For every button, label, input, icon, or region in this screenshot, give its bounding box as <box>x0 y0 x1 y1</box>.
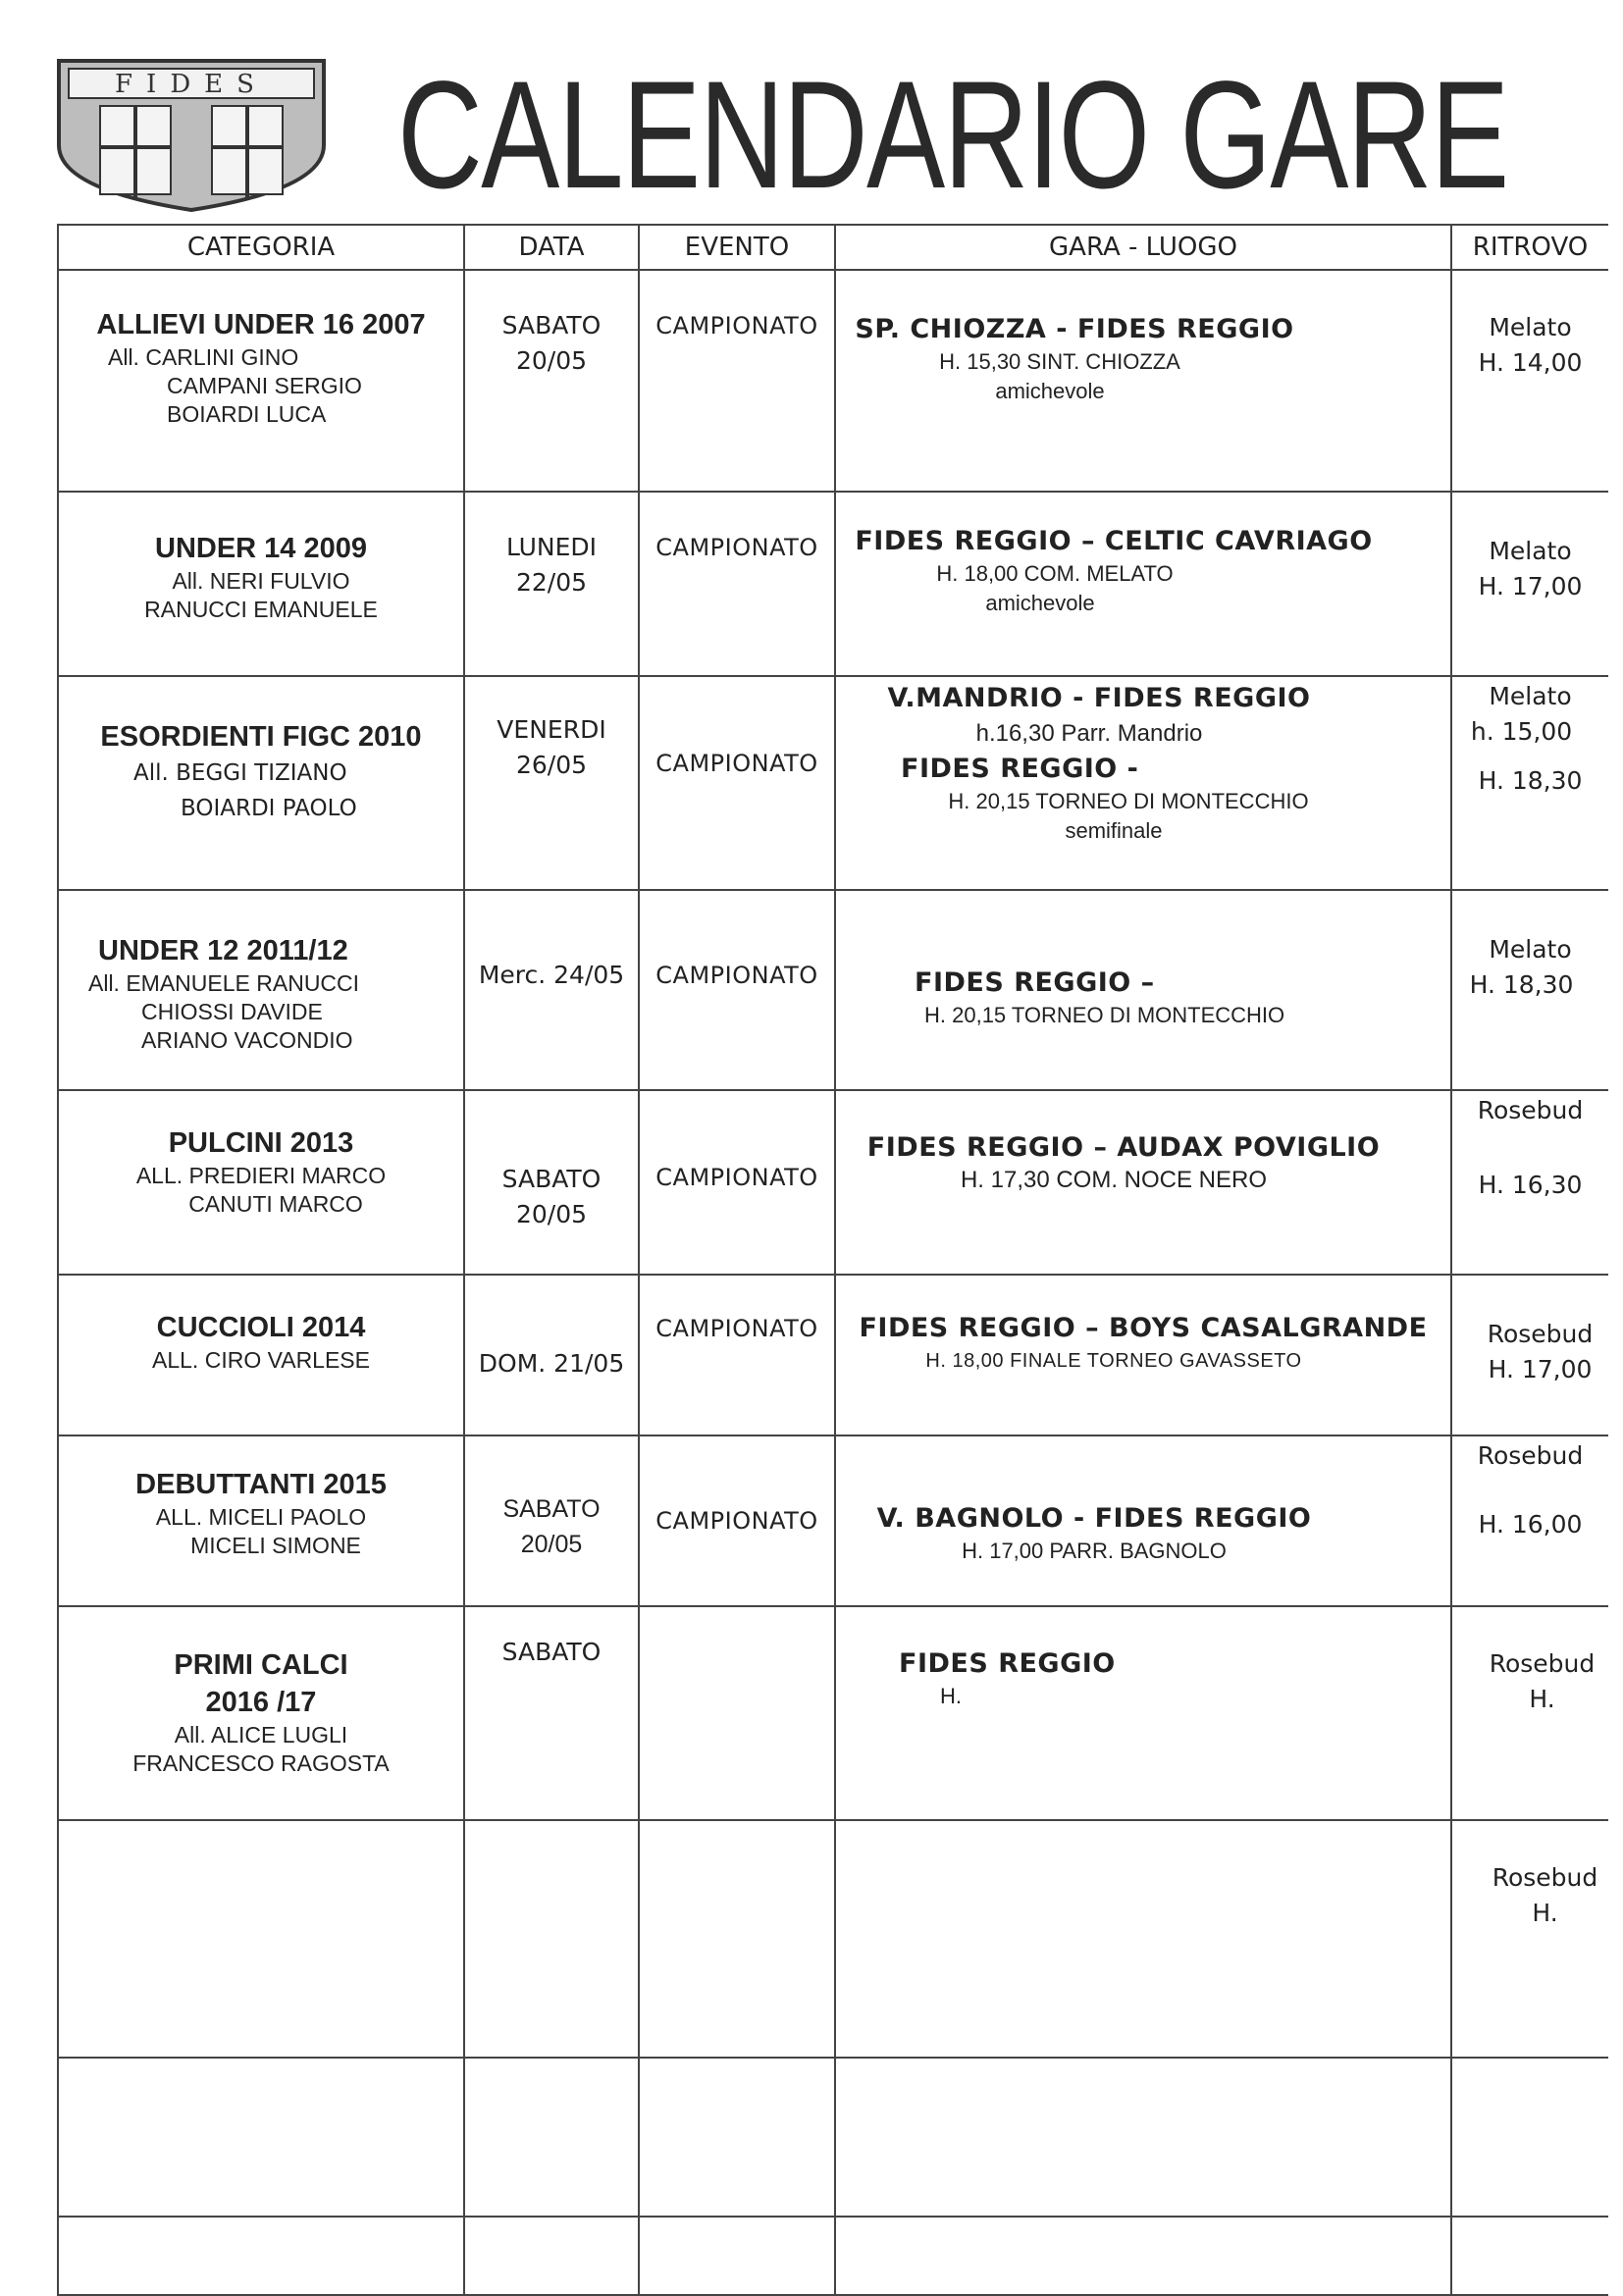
event-label: CAMPIONATO <box>655 962 818 989</box>
event-cell <box>639 676 835 890</box>
ritrovo-time: H. 18,30 <box>1478 766 1583 795</box>
match-info: H. 20,15 TORNEO DI MONTECCHIO <box>924 1003 1285 1027</box>
category-cell <box>58 1820 464 2058</box>
category-title: PULCINI 2013 <box>168 1127 354 1159</box>
date-cell <box>464 492 639 676</box>
date-line: 20/05 <box>520 1531 583 1558</box>
ritrovo-cell <box>1451 1606 1608 1820</box>
staff-line: MICELI SIMONE <box>190 1533 361 1558</box>
table-row <box>58 1820 1608 2058</box>
match-cell <box>835 2058 1451 2217</box>
match-info: H. 18,00 FINALE TORNEO GAVASSETO <box>925 1350 1302 1372</box>
ritrovo-place: Melato <box>1489 313 1572 341</box>
date-cell <box>464 2058 639 2217</box>
event-cell <box>639 1820 835 2058</box>
date-cell <box>464 2217 639 2295</box>
match-cell <box>835 676 1451 890</box>
event-cell <box>639 1090 835 1275</box>
match-cell <box>835 1820 1451 2058</box>
ritrovo-time: H. 17,00 <box>1478 572 1583 600</box>
staff-line: CANUTI MARCO <box>188 1191 363 1217</box>
date-line: SABATO <box>501 1638 602 1666</box>
match-cell <box>835 1275 1451 1435</box>
staff-line: All. ALICE LUGLI <box>174 1722 348 1748</box>
match-cell <box>835 1435 1451 1606</box>
ritrovo-cell <box>1451 1435 1608 1606</box>
staff-line: ALL. PREDIERI MARCO <box>135 1163 387 1188</box>
ritrovo-cell <box>1451 676 1608 890</box>
table-row <box>58 890 1608 1090</box>
category-cell <box>58 1090 464 1275</box>
match-info: semifinale <box>1065 818 1163 843</box>
ritrovo-time: H. 16,30 <box>1478 1171 1583 1199</box>
match-info: amichevole <box>985 591 1095 615</box>
table-header-row <box>58 225 1608 270</box>
staff-line: All. NERI FULVIO <box>172 568 350 594</box>
match-title: FIDES REGGIO <box>899 1648 1116 1679</box>
match-title: V. BAGNOLO - FIDES REGGIO <box>876 1503 1312 1534</box>
event-cell <box>639 1606 835 1820</box>
match-info: h.16,30 Parr. Mandrio <box>975 720 1203 747</box>
category-title: UNDER 14 2009 <box>155 533 367 564</box>
category-cell <box>58 2058 464 2217</box>
match-info: H. 20,15 TORNEO DI MONTECCHIO <box>948 789 1309 813</box>
event-label: CAMPIONATO <box>655 312 818 339</box>
match-info: H. 17,00 PARR. BAGNOLO <box>962 1539 1227 1563</box>
match-cell <box>835 1606 1451 1820</box>
col-header-data: DATA <box>464 225 639 270</box>
logo-text: FIDES <box>115 70 268 99</box>
ritrovo-time: H. 17,00 <box>1488 1355 1593 1383</box>
staff-line: CHIOSSI DAVIDE <box>141 999 323 1024</box>
match-title: FIDES REGGIO – <box>915 967 1155 998</box>
table-row <box>58 676 1608 890</box>
event-cell <box>639 890 835 1090</box>
match-cell <box>835 492 1451 676</box>
table-row <box>58 492 1608 676</box>
category-cell <box>58 890 464 1090</box>
event-label: CAMPIONATO <box>655 1507 818 1535</box>
event-cell <box>639 270 835 492</box>
staff-line: All. CARLINI GINO <box>108 344 299 370</box>
ritrovo-time: H. <box>1529 1685 1555 1713</box>
staff-line: BOIARDI LUCA <box>167 401 327 427</box>
staff-line: ALL. CIRO VARLESE <box>152 1347 370 1373</box>
table-row <box>58 2217 1608 2295</box>
event-label: CAMPIONATO <box>655 1164 818 1191</box>
staff-line: RANUCCI EMANUELE <box>144 597 378 622</box>
match-title: FIDES REGGIO – AUDAX POVIGLIO <box>866 1132 1381 1163</box>
ritrovo-place: Melato <box>1489 537 1572 565</box>
category-title: UNDER 12 2011/12 <box>98 935 348 966</box>
ritrovo-cell <box>1451 270 1608 492</box>
date-cell <box>464 1606 639 1820</box>
event-label: CAMPIONATO <box>655 1315 818 1342</box>
date-line: SABATO <box>501 311 602 339</box>
ritrovo-time: H. 18,30 <box>1469 970 1574 999</box>
ritrovo-cell <box>1451 1820 1608 2058</box>
ritrovo-cell <box>1451 1275 1608 1435</box>
table-row <box>58 1090 1608 1275</box>
ritrovo-place: Rosebud <box>1492 1863 1598 1892</box>
staff-line: ARIANO VACONDIO <box>141 1027 353 1053</box>
date-cell <box>464 270 639 492</box>
staff-line: ALL. MICELI PAOLO <box>155 1504 367 1530</box>
category-cell <box>58 1435 464 1606</box>
ritrovo-cell <box>1451 1090 1608 1275</box>
table-row <box>58 1606 1608 1820</box>
col-header-gara-luogo: GARA - LUOGO <box>835 225 1451 270</box>
match-info: H. 17,30 COM. NOCE NERO <box>960 1167 1268 1193</box>
event-cell <box>639 492 835 676</box>
staff-line: FRANCESCO RAGOSTA <box>132 1750 390 1776</box>
date-cell <box>464 1090 639 1275</box>
date-line: 20/05 <box>515 1200 588 1228</box>
category-cell <box>58 492 464 676</box>
match-title: FIDES REGGIO - <box>901 754 1139 784</box>
category-cell <box>58 1606 464 1820</box>
date-line: 26/05 <box>515 751 588 779</box>
date-cell <box>464 1820 639 2058</box>
ritrovo-place: Melato <box>1489 935 1572 964</box>
ritrovo-time: H. <box>1532 1899 1558 1927</box>
date-line: DOM. 21/05 <box>478 1349 625 1378</box>
event-label: CAMPIONATO <box>655 750 818 777</box>
ritrovo-place: Rosebud <box>1489 1649 1596 1678</box>
event-cell <box>639 1435 835 1606</box>
table-row <box>58 2058 1608 2217</box>
event-cell <box>639 2058 835 2217</box>
date-line: SABATO <box>501 1165 602 1193</box>
match-cell <box>835 1090 1451 1275</box>
ritrovo-place: Melato <box>1489 682 1572 710</box>
category-cell <box>58 2217 464 2295</box>
ritrovo-time: H. 16,00 <box>1478 1510 1583 1539</box>
category-title: PRIMI CALCI <box>174 1649 348 1681</box>
date-cell <box>464 1435 639 1606</box>
event-cell <box>639 1275 835 1435</box>
page-title: CALENDARIO GARE <box>397 50 1508 221</box>
match-title: SP. CHIOZZA - FIDES REGGIO <box>855 314 1294 344</box>
ritrovo-cell <box>1451 2217 1608 2295</box>
staff-line: BOIARDI PAOLO <box>181 796 357 821</box>
category-title-year: 2016 /17 <box>205 1687 317 1718</box>
category-title: ESORDIENTI FIGC 2010 <box>100 721 422 753</box>
category-cell <box>58 270 464 492</box>
category-title: ALLIEVI UNDER 16 2007 <box>96 309 426 340</box>
category-cell <box>58 1275 464 1435</box>
date-line: VENERDI <box>497 715 606 744</box>
date-line: 22/05 <box>515 568 588 597</box>
col-header-evento: EVENTO <box>639 225 835 270</box>
category-title: DEBUTTANTI 2015 <box>135 1469 387 1500</box>
date-line: Merc. 24/05 <box>478 961 625 989</box>
ritrovo-cell <box>1451 890 1608 1090</box>
date-line: 20/05 <box>515 346 588 375</box>
col-header-categoria: CATEGORIA <box>58 225 464 270</box>
date-cell <box>464 676 639 890</box>
staff-line: All. BEGGI TIZIANO <box>133 760 347 786</box>
match-info: H. <box>940 1684 962 1708</box>
ritrovo-cell <box>1451 492 1608 676</box>
date-line: SABATO <box>502 1495 601 1523</box>
table-row <box>58 1435 1608 1606</box>
staff-line: CAMPANI SERGIO <box>167 373 362 398</box>
fides-logo <box>55 57 328 214</box>
ritrovo-time: H. 14,00 <box>1478 348 1583 377</box>
schedule-table <box>57 224 1608 2296</box>
match-cell <box>835 890 1451 1090</box>
table-row <box>58 270 1608 492</box>
ritrovo-cell <box>1451 2058 1608 2217</box>
match-cell <box>835 270 1451 492</box>
date-cell <box>464 1275 639 1435</box>
match-title: FIDES REGGIO – BOYS CASALGRANDE <box>859 1313 1428 1343</box>
table-row <box>58 1275 1608 1435</box>
staff-line: All. EMANUELE RANUCCI <box>88 970 360 996</box>
match-title: V.MANDRIO - FIDES REGGIO <box>887 683 1311 713</box>
ritrovo-place: Rosebud <box>1477 1096 1584 1124</box>
match-info: H. 15,30 SINT. CHIOZZA <box>939 349 1180 374</box>
event-cell <box>639 2217 835 2295</box>
ritrovo-time: h. 15,00 <box>1470 717 1573 746</box>
col-header-ritrovo: RITROVO <box>1451 225 1608 270</box>
category-title: CUCCIOLI 2014 <box>156 1312 366 1343</box>
match-title: FIDES REGGIO – CELTIC CAVRIAGO <box>855 526 1373 556</box>
date-line: LUNEDI <box>505 533 598 561</box>
category-cell <box>58 676 464 890</box>
match-cell <box>835 2217 1451 2295</box>
ritrovo-place: Rosebud <box>1487 1320 1594 1348</box>
ritrovo-place: Rosebud <box>1477 1441 1584 1470</box>
date-cell <box>464 890 639 1090</box>
event-label: CAMPIONATO <box>655 534 818 561</box>
match-info: amichevole <box>995 379 1105 403</box>
match-info: H. 18,00 COM. MELATO <box>936 561 1174 586</box>
